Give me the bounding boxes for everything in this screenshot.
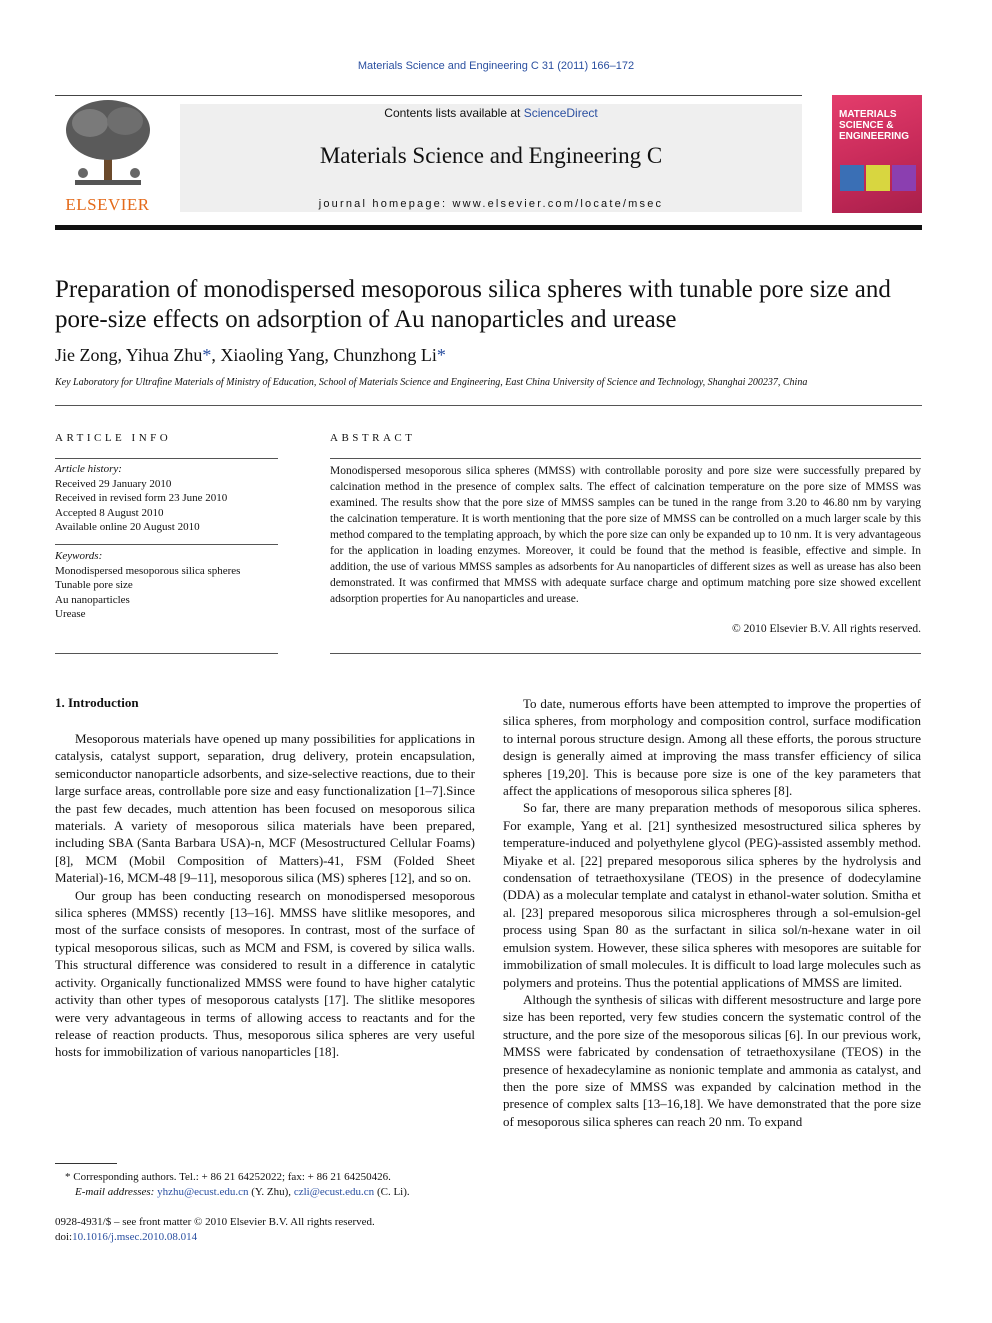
cover-image (840, 165, 864, 191)
header-rule (55, 95, 802, 96)
body-column-right (503, 695, 921, 1130)
footnote-rule (55, 1163, 117, 1164)
publisher-name: ELSEVIER (65, 195, 150, 214)
history-item: Available online 20 August 2010 (55, 521, 200, 533)
paragraph: Our group has been conducting research on monodispersed mesoporous silica spheres (MMSS) recently [13–16]. MMSS have slitlike mesopores, and most of the surface consists of mesopores. In contrast, most of the surface of typical mesoporous silicas, such as MCM and FSM, is covered by silica walls. This structural difference was considered to result in a difference in catalytic activity. Organically functionalized MMSS were found to have higher catalytic activity than other types of mesoporous catalysts [17]. The slitlike mesopores were very advantageous in terms of allowing access to reactants and for the release of reaction products. Thus, mesoporous silica spheres are very useful hosts for immobilization of various nanoparticles [18]. (55, 887, 475, 1060)
keyword: Urease (55, 608, 86, 620)
elsevier-logo (55, 95, 160, 217)
email-owner: (Y. Zhu), (248, 1186, 294, 1198)
keyword: Tunable pore size (55, 579, 133, 591)
history-item: Accepted 8 August 2010 (55, 506, 164, 519)
history-item: Received in revised form 23 June 2010 (55, 492, 228, 504)
abstract-copyright: © 2010 Elsevier B.V. All rights reserved. (732, 623, 921, 635)
author: Xiaoling Yang (220, 345, 325, 365)
author: Jie Zong (55, 345, 118, 365)
email-label: E-mail addresses: (75, 1186, 155, 1198)
paragraph: So far, there are many preparation methods of mesoporous silica spheres. For example, Yang et al. [21] synthesized mesostructured silica spheres by temperature-induced and polyethylene glycol (PEG)-assisted assembly method. Miyake et al. [22] prepared mesoporous silica spheres by the hydrolysis and condensation of tetraethoxysilane (TEOS) in the presence of dodecylamine (DDA) as a molecular template and catalyst in ethanol-water solution. Smitha et al. [23] prepared mesoporous silica microspheres through a sol-emulsion-gel process using Span 80 as the surfactant in silica sol/n-hexane water in oil emulsion system. However, these silica spheres with mesopores are suitable for immobilization of small molecules. It is difficult to load large molecules such as polymers and proteins. Thus the potential applications of MMSS are limited. (503, 800, 921, 990)
footnote (55, 1170, 475, 1200)
journal-citation[interactable]: Materials Science and Engineering C 31 (2011) 166–172 (357, 60, 635, 72)
article-info-heading: ARTICLE INFO (55, 432, 172, 444)
section-heading: 1. Introduction (55, 695, 139, 710)
email-link[interactable]: yhzhu@ecust.edu.cn (157, 1186, 249, 1198)
header-divider (55, 225, 922, 230)
contents-prefix: Contents lists available at (384, 106, 524, 120)
cover-image (866, 165, 890, 191)
divider (330, 458, 921, 459)
affiliation: Key Laboratory for Ultrafine Materials of Ministry of Education, School of Materials Science and Engineering, East China University of Science and Technology, Shanghai 200237, China (55, 377, 808, 388)
sciencedirect-link[interactable]: ScienceDirect (523, 106, 598, 120)
author: Chunzhong Li (333, 345, 437, 365)
email-owner: (C. Li). (374, 1186, 410, 1198)
history-item: Received 29 January 2010 (55, 477, 172, 490)
keywords (55, 549, 278, 622)
history-label: Article history: (55, 463, 122, 475)
journal-name: Materials Science and Engineering C (319, 143, 663, 168)
corresponding-star-icon[interactable]: * (436, 345, 446, 365)
divider (55, 544, 278, 545)
article-history (55, 462, 278, 535)
contents-line (180, 106, 802, 120)
tree-icon (55, 95, 160, 195)
corresponding-note: * Corresponding authors. Tel.: + 86 21 64252022; fax: + 86 21 64250426. (65, 1171, 391, 1183)
divider (330, 653, 921, 654)
front-matter (55, 1215, 475, 1244)
keywords-label: Keywords: (55, 550, 103, 562)
divider (55, 653, 278, 654)
doi-label: doi: (55, 1230, 73, 1243)
cover-title: MATERIALS SCIENCE & ENGINEERING (839, 109, 910, 142)
paragraph: To date, numerous efforts have been attempted to improve the properties of silica spheres, from morphology and composition control, surface modification to internal porous structure design. Among all these efforts, the porous structure design is generally aimed at improving the mass transfer efficiency of silica spheres [19,20]. This is because pore size is one of the key parameters that affect the applications of mesoporous silica spheres [8]. (503, 696, 921, 799)
doi-link[interactable]: 10.1016/j.msec.2010.08.014 (72, 1230, 198, 1243)
journal-cover (832, 95, 922, 213)
abstract-text: Monodispersed mesoporous silica spheres (MMSS) with controllable porosity and pore size were successfully prepared by calcination method in the presence of complex salts. The effect of calcination temperature on the pore size of MMSS was examined. The results show that the pore size of MMSS samples can be tuned in the range from 3.20 to 46.80 nm by varying the calcination temperature. It is worth mentioning that the pore size of MMSS can be controlled on a much larger scale by this method compared to the templating approach, by which the pore size can only be expanded up to 10 nm. It is very advantageous for the application in loading enzymes. Moreover, it could be found that the method is feasible, effective and simple. In addition, the use of various MMSS samples as adsorbents for Au nanoparticles of different sizes as well as urease has also been demonstrated. It was confirmed that MMSS with adequate surface charge and optimum matching pore size showed excellent adsorption properties for Au nanoparticles and urease. (330, 465, 921, 605)
keyword: Au nanoparticles (55, 593, 130, 606)
body-column-left (55, 730, 475, 1061)
author: Yihua Zhu (125, 345, 203, 365)
divider (55, 458, 278, 459)
journal-homepage[interactable]: journal homepage: www.elsevier.com/locate/msec (318, 198, 664, 210)
email-link[interactable]: czli@ecust.edu.cn (293, 1186, 375, 1198)
cover-image (892, 165, 916, 191)
abstract-heading: ABSTRACT (330, 432, 416, 444)
issn-line: 0928-4931/$ – see front matter © 2010 Elsevier B.V. All rights reserved. (55, 1216, 375, 1228)
author-list: Jie Zong, Yihua Zhu*, Xiaoling Yang, Chunzhong Li* (55, 345, 446, 365)
article-title: Preparation of monodispersed mesoporous silica spheres with tunable pore size and pore-size effects on adsorption of Au nanoparticles and urease (55, 276, 891, 333)
keyword: Monodispersed mesoporous silica spheres (55, 564, 241, 577)
paragraph: Although the synthesis of silicas with different mesostructure and large pore size has been reported, very few studies concern the systematic control of the structure, and the pore size of the mesoporous silicas [6]. In our previous work, MMSS were fabricated by condensation of tetraethoxysilane (TEOS) in the presence of hexadecylamine as nonionic template and ammonia as catalyst, and then the pore size of MMSS was expanded by calcination method in the presence of complex salts [13–16,18]. We have demonstrated that the pore size of mesoporous silica spheres can reach 20 nm. To expand (503, 991, 921, 1129)
divider (55, 405, 922, 406)
corresponding-star-icon[interactable]: * (202, 345, 212, 365)
paragraph: Mesoporous materials have opened up many possibilities for applications in catalysis, catalyst support, separation, drug delivery, protein encapsulation, semiconductor nanoparticle adsorbents, and size-selective reactions, due to their large surface areas, controllable pore size and easy functionalization [1–7].Since the past few decades, much attention has been focused on mesoporous silica materials. A variety of mesoporous silica materials have been prepared, including SBA (Santa Barbara USA)-n, MCF (Mesostructured Cellular Foams) [8], MCM (Mobil Composition of Matters)-41, FSM (Folded Sheet Material)-16, MCM-48 [9–11], mesoporous silica (MS) spheres [12], and so on. (55, 731, 475, 886)
